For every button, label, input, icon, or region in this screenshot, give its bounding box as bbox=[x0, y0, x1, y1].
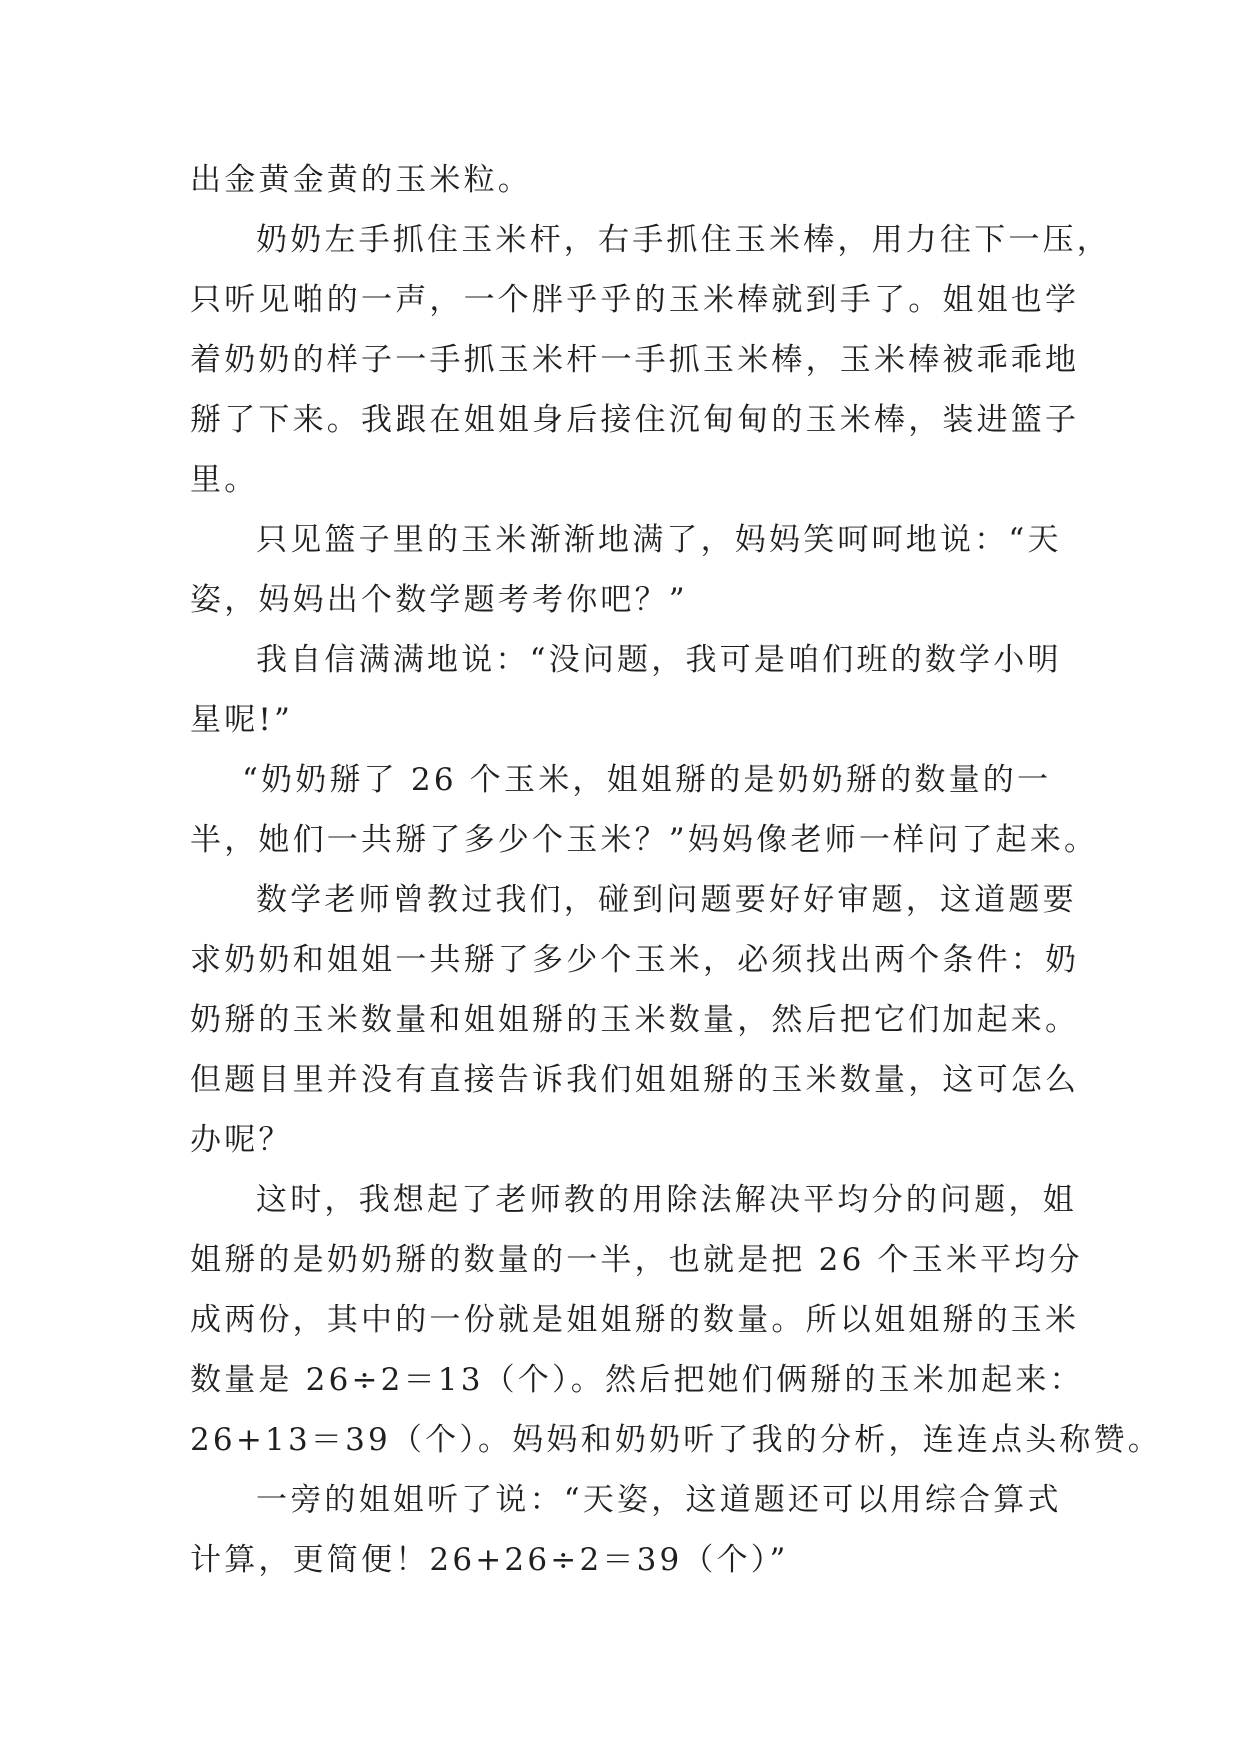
body-text bbox=[190, 150, 1163, 1590]
text-line: 姿，妈妈出个数学题考考你吧？” bbox=[190, 582, 688, 618]
text-line: 奶掰的玉米数量和姐姐掰的玉米数量，然后把它们加起来。 bbox=[190, 1002, 1080, 1038]
paragraph-start-line: 这时，我想起了老师教的用除法解决平均分的问题，姐 bbox=[256, 1182, 1077, 1218]
text-line: 成两份，其中的一份就是姐姐掰的数量。所以姐姐掰的玉米 bbox=[190, 1302, 1080, 1338]
text-line: 26+13＝39（个）。妈妈和奶奶听了我的分析，连连点头称赞。 bbox=[190, 1422, 1163, 1458]
paragraph-start-line: 只见篮子里的玉米渐渐地满了，妈妈笑呵呵地说：“天 bbox=[256, 522, 1062, 558]
text-line: 姐掰的是奶奶掰的数量的一半，也就是把 26 个玉米平均分 bbox=[190, 1242, 1083, 1278]
text-line: 掰了下来。我跟在姐姐身后接住沉甸甸的玉米棒，装进篮子 bbox=[190, 402, 1080, 438]
text-line: 出金黄金黄的玉米粒。 bbox=[190, 162, 532, 198]
text-line: 里。 bbox=[190, 462, 259, 498]
text-line: 数量是 26÷2＝13（个）。然后把她们俩掰的玉米加起来： bbox=[190, 1362, 1084, 1398]
text-line: 计算，更简便！26+26÷2＝39（个）” bbox=[190, 1542, 789, 1578]
text-line: 但题目里并没有直接告诉我们姐姐掰的玉米数量，这可怎么 bbox=[190, 1062, 1080, 1098]
paragraph-start-line: 一旁的姐姐听了说：“天姿，这道题还可以用综合算式 bbox=[256, 1482, 1062, 1518]
paragraph-start-line: “奶奶掰了 26 个玉米，姐姐掰的是奶奶掰的数量的一 bbox=[242, 762, 1052, 798]
text-line: 星呢!” bbox=[190, 702, 294, 738]
paragraph-start-line: 我自信满满地说：“没问题，我可是咱们班的数学小明 bbox=[256, 642, 1062, 678]
text-line: 求奶奶和姐姐一共掰了多少个玉米，必须找出两个条件：奶 bbox=[190, 942, 1080, 978]
text-line: 半，她们一共掰了多少个玉米？”妈妈像老师一样问了起来。 bbox=[190, 822, 1099, 858]
paragraph-start-line: 数学老师曾教过我们，碰到问题要好好审题，这道题要 bbox=[256, 882, 1077, 918]
text-line: 只听见啪的一声，一个胖乎乎的玉米棒就到手了。姐姐也学 bbox=[190, 282, 1080, 318]
text-line: 办呢？ bbox=[190, 1122, 293, 1158]
paragraph-start-line: 奶奶左手抓住玉米杆，右手抓住玉米棒，用力往下一压， bbox=[256, 222, 1111, 258]
text-line: 着奶奶的样子一手抓玉米杆一手抓玉米棒，玉米棒被乖乖地 bbox=[190, 342, 1080, 378]
